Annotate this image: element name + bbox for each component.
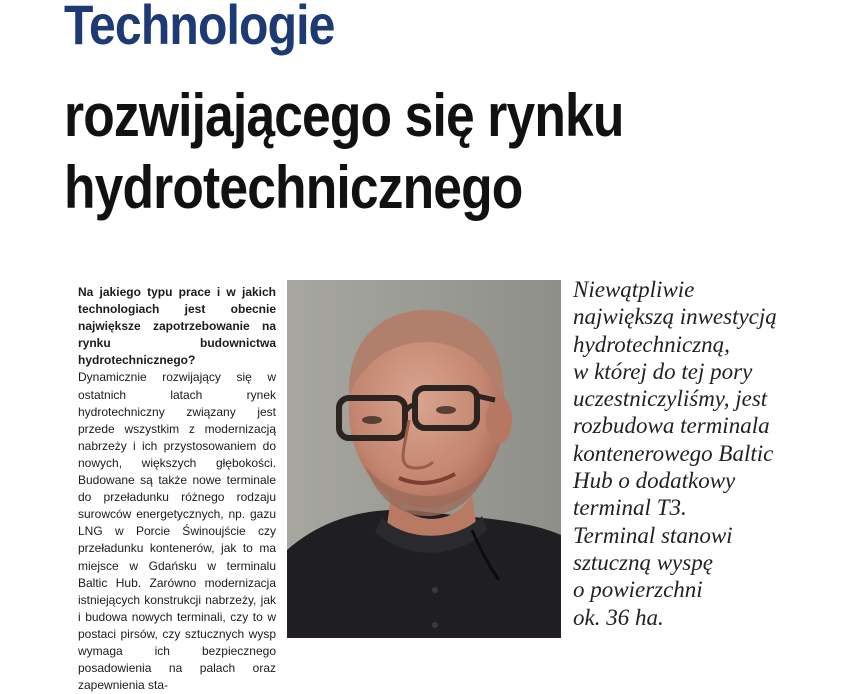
interview-answer: Dynamicznie rozwijający się w ostatnich latach rynek hydrotechniczny związany jest przede wszystkim z modernizacją nabrzeży i ich przystosowaniem do nowych, większych głębokości. Budowane są także nowe terminale do przeładunku różnego rodzaju surowców energetycznych, np. gazu LNG w Porcie Świnoujście czy przeładunku kontenerów, jak to ma miejsce w Gdańsku w terminalu Baltic Hub. Zarówno modernizacja istniejących konstrukcji nabrzeży, jak i budowa nowych terminali, czy to w postaci pirsów, czy sztucznych wysp wymaga ich bezpiecznego posadowienia na palach oraz zapewnienia sta- [78,370,276,693]
headline-black-lines [64,80,624,224]
pull-quote-line: rozbudowa terminala [573,413,770,439]
pull-quote-line: Niewątpliwie [573,277,695,302]
pull-quote-line: sztuczną wyspę [573,549,713,575]
pull-quote-line: terminal T3. [573,495,687,521]
pull-quote-line: ok. 36 ha. [573,604,664,630]
pull-quote-line: Terminal stanowi [573,522,733,548]
portrait-photo [287,280,561,638]
headline-line-1: rozwijającego się rynku [64,82,624,149]
pull-quote [573,276,823,631]
article-body-column [78,284,276,694]
pull-quote-line: Hub o dodatkowy [573,468,736,494]
pull-quote-line: kontenerowego Baltic [573,440,774,466]
portrait-photo-icon [287,280,561,638]
headline-line-2: hydrotechnicznego [64,154,523,221]
headline-blue-line: Technologie [64,0,335,56]
pull-quote-line: hydrotechniczną, [573,331,730,357]
pull-quote-line: w której do tej pory [573,358,753,384]
pull-quote-line: uczestniczyliśmy, jest [573,386,768,412]
interview-question: Na jakiego typu prace i w jakich technologiach jest obecnie największe zapotrzebowanie na rynku budownictwa hydrotechnicznego? [78,285,276,368]
pull-quote-line: największą inwestycją [573,304,777,330]
pull-quote-line: o powierzchni [573,577,703,603]
